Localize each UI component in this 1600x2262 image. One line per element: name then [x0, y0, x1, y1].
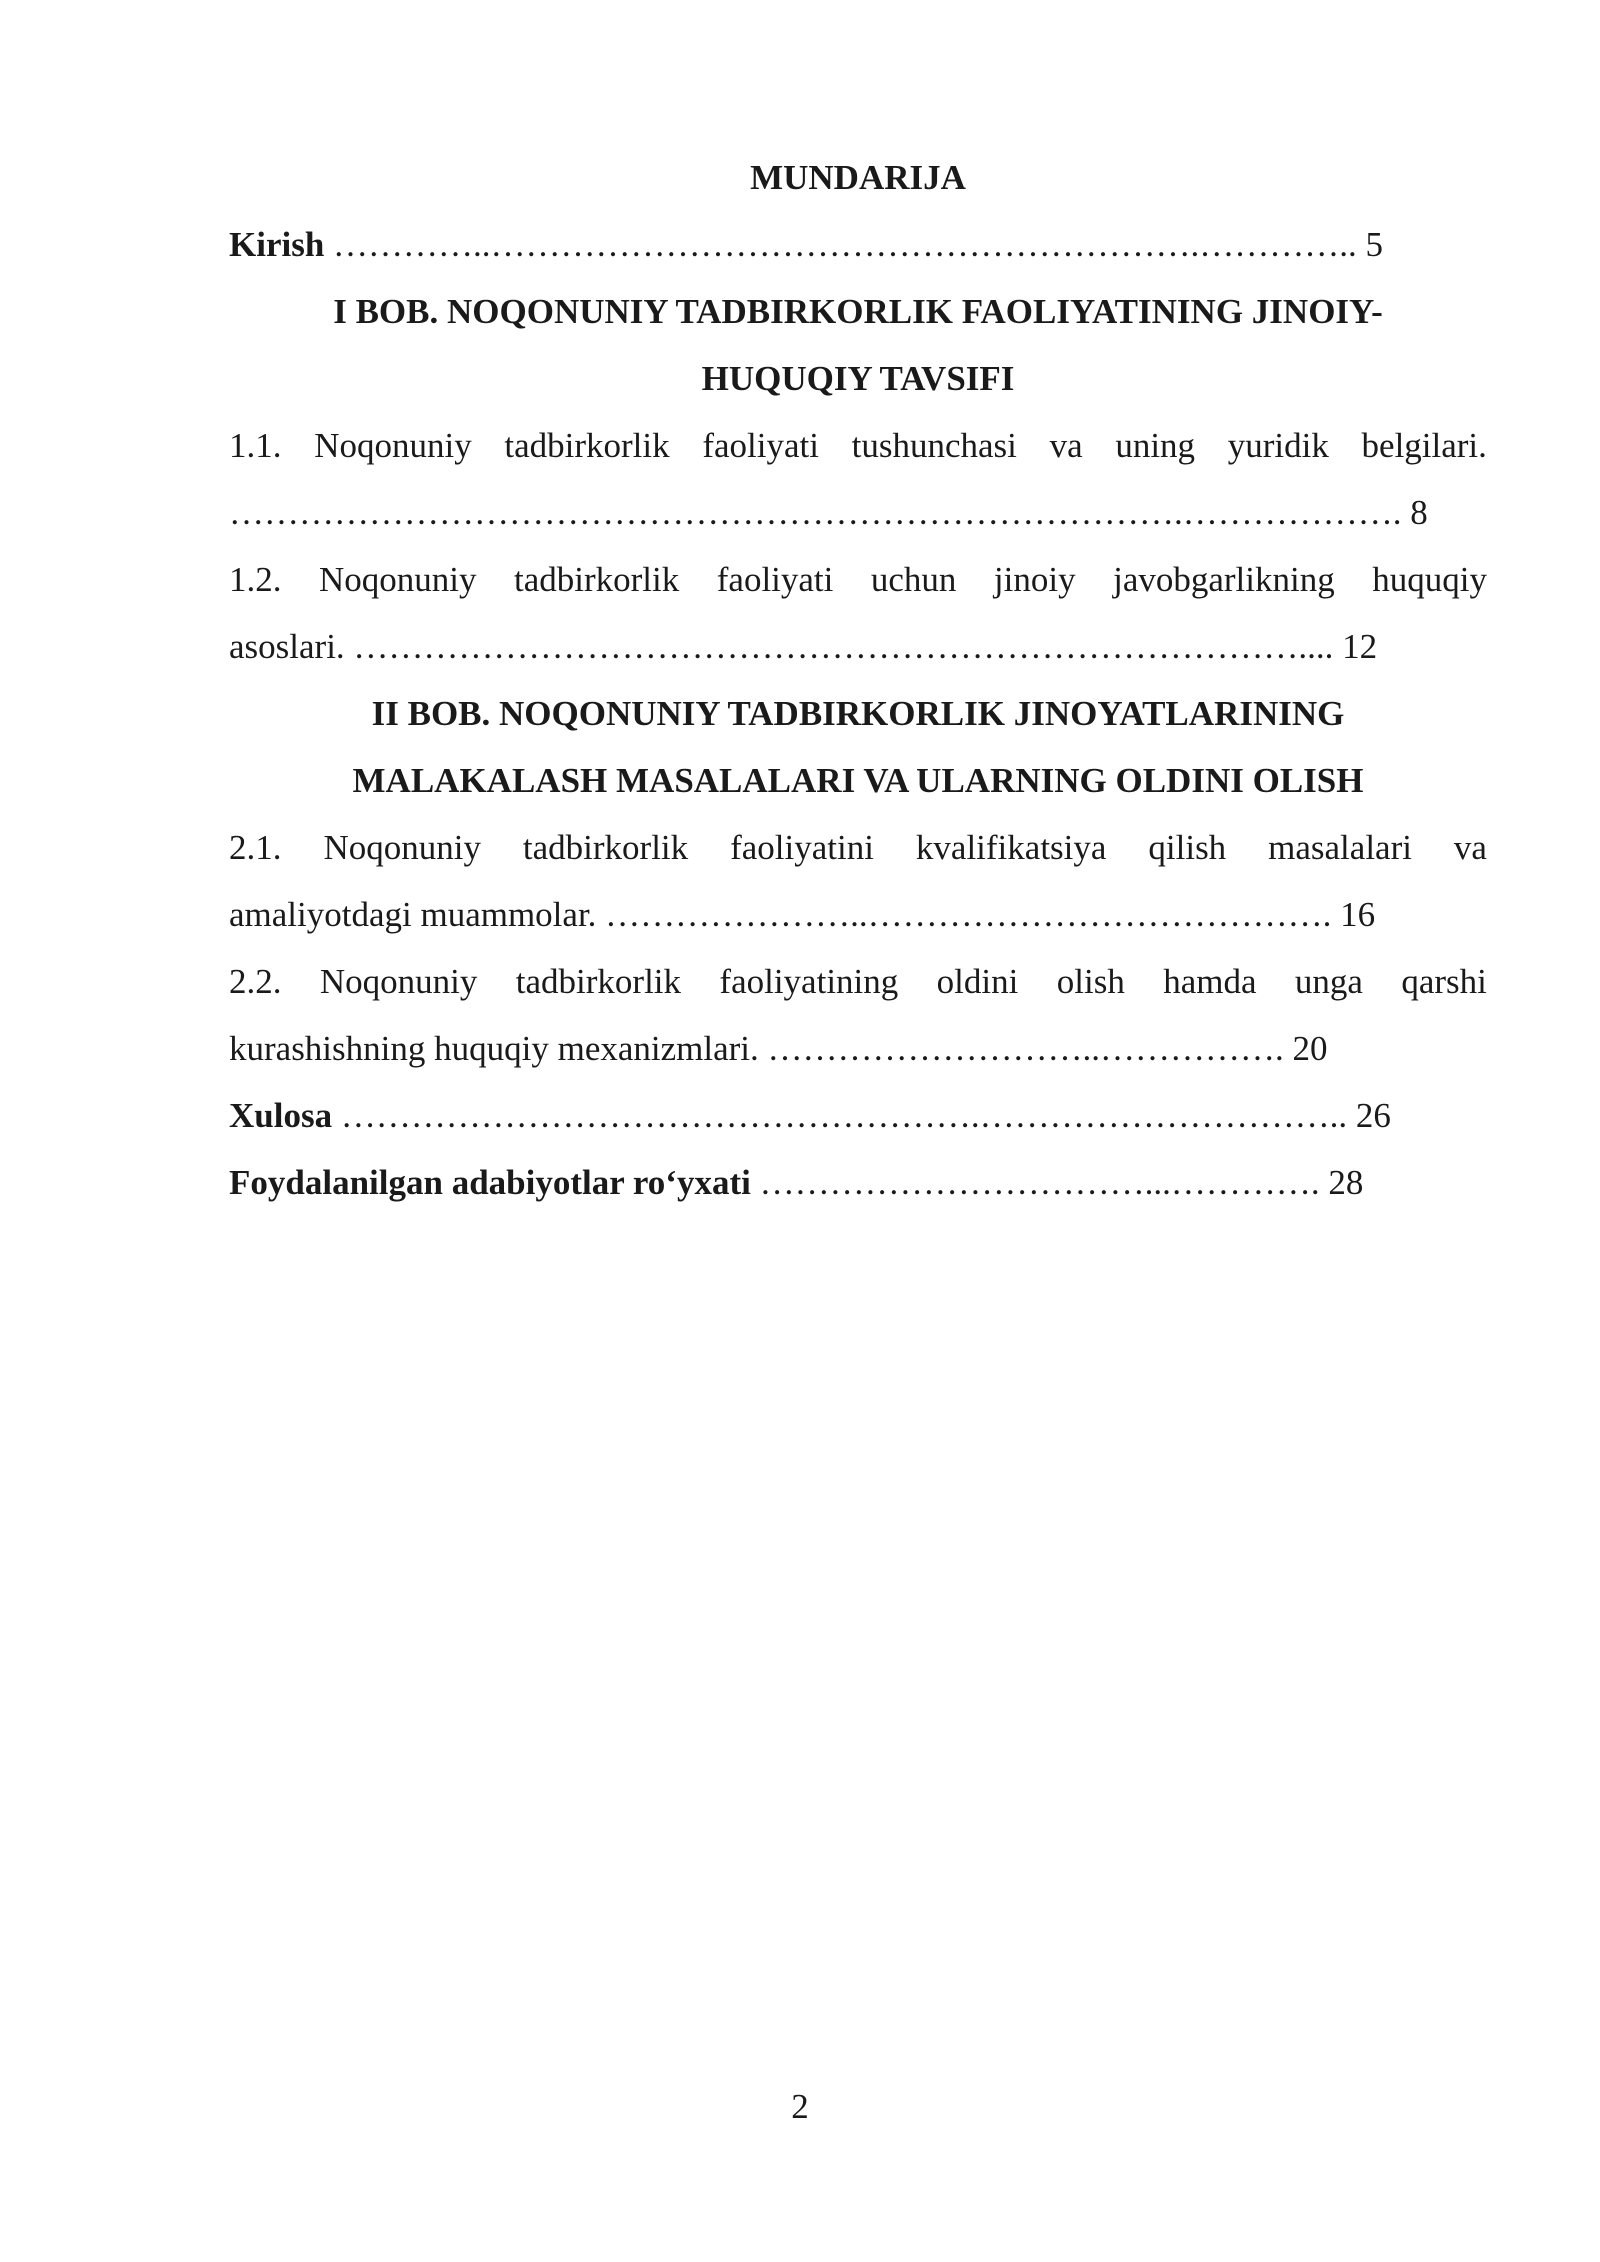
toc-entry-tail: amaliyotdagi muammolar. — [229, 895, 597, 934]
toc-word: unga — [1294, 962, 1363, 1001]
toc-entry-page: 26 — [1355, 1096, 1391, 1135]
toc-word: faoliyati — [702, 426, 819, 465]
toc-word: tadbirkorlik — [515, 962, 682, 1001]
toc-entry-section-1-1[interactable] — [229, 412, 1487, 546]
toc-entry-leader: ……………………………………………………………………….………………. — [229, 493, 1402, 532]
toc-entry-page: 20 — [1292, 1029, 1328, 1068]
toc-entry-label: Xulosa — [229, 1096, 333, 1135]
toc-entry-title-line — [229, 546, 1487, 613]
toc-word: olish — [1056, 962, 1125, 1001]
toc-word: va — [1049, 426, 1083, 465]
toc-entry-tail-line — [229, 1015, 1487, 1082]
toc-entry-section-1-2[interactable] — [229, 546, 1487, 680]
toc-entry-page: 28 — [1328, 1163, 1364, 1202]
toc-entry-page: 12 — [1342, 627, 1378, 666]
toc-entry-label: Foydalanilgan adabiyotlar ro‘yxati — [229, 1163, 751, 1202]
toc-word: huquqiy — [1372, 560, 1487, 599]
toc-word: tadbirkorlik — [514, 560, 680, 599]
toc-word: va — [1453, 828, 1487, 867]
toc-entry-conclusion[interactable] — [229, 1082, 1487, 1149]
toc-word: hamda — [1163, 962, 1257, 1001]
toc-word: qilish — [1148, 828, 1227, 867]
toc-entry-leader: …………………..…………………………………. — [605, 895, 1332, 934]
chapter-2-heading-line-2: MALAKALASH MASALALARI VA ULARNING OLDINI OLISH — [352, 761, 1364, 800]
toc-word: jinoiy — [993, 560, 1076, 599]
toc-word: 1.2. — [229, 560, 282, 599]
toc-word: masalalari — [1268, 828, 1412, 867]
toc-word: 2.2. — [229, 962, 282, 1001]
toc-word: uning — [1115, 426, 1196, 465]
toc-entry-intro[interactable] — [229, 211, 1487, 278]
toc-entry-tail-line — [229, 613, 1487, 680]
chapter-1-heading[interactable] — [229, 278, 1487, 412]
toc-word: tadbirkorlik — [522, 828, 689, 867]
toc-word: yuridik — [1227, 426, 1329, 465]
toc-word: 2.1. — [229, 828, 282, 867]
toc-word: tadbirkorlik — [504, 426, 670, 465]
toc-entry-tail: kurashishning huquqiy mexanizmlari. — [229, 1029, 759, 1068]
toc-entry-title-line — [229, 814, 1487, 881]
toc-word: belgilari. — [1361, 426, 1487, 465]
chapter-1-heading-line-2: HUQUQIY TAVSIFI — [701, 359, 1015, 398]
toc-entry-tail-line — [229, 881, 1487, 948]
toc-entry-title-line — [229, 948, 1487, 1015]
chapter-1-heading-line-1: I BOB. NOQONUNIY TADBIRKORLIK FAOLIYATINING JINOIY- — [333, 292, 1383, 331]
toc-word: Noqonuniy — [319, 560, 477, 599]
toc-entry-leader: …………..…………………………………………………….………….. — [333, 225, 1357, 264]
toc-entry-leader: ……………………………………………………………………….... — [353, 627, 1334, 666]
toc-entry-tail: asoslari. — [229, 627, 345, 666]
toc-entry-label: Kirish — [229, 225, 325, 264]
toc-word: faoliyatining — [719, 962, 899, 1001]
toc-entry-title-line — [229, 412, 1487, 479]
toc-word: faoliyatini — [730, 828, 874, 867]
toc-word: Noqonuniy — [323, 828, 481, 867]
toc-entry-page: 16 — [1340, 895, 1376, 934]
toc-word: javobgarlikning — [1113, 560, 1335, 599]
table-of-contents — [229, 144, 1487, 1216]
toc-word: Noqonuniy — [319, 962, 478, 1001]
toc-entry-leader: ………………………..……………. — [767, 1029, 1284, 1068]
toc-title: MUNDARIJA — [750, 158, 966, 197]
toc-word: Noqonuniy — [314, 426, 472, 465]
toc-word: oldini — [936, 962, 1019, 1001]
toc-entry-references[interactable] — [229, 1149, 1487, 1216]
toc-word: kvalifikatsiya — [915, 828, 1107, 867]
toc-word: qarshi — [1401, 962, 1487, 1001]
toc-word: faoliyati — [716, 560, 834, 599]
toc-entry-page: 8 — [1410, 493, 1428, 532]
toc-entry-section-2-1[interactable] — [229, 814, 1487, 948]
page-number: 2 — [791, 2087, 809, 2126]
toc-word: tushunchasi — [851, 426, 1017, 465]
toc-entry-page: 5 — [1365, 225, 1384, 264]
toc-entry-leader-line — [229, 479, 1487, 546]
toc-entry-section-2-2[interactable] — [229, 948, 1487, 1082]
chapter-2-heading-line-1: II BOB. NOQONUNIY TADBIRKORLIK JINOYATLARINING — [371, 694, 1345, 733]
toc-entry-leader: ……………………………...…………. — [759, 1163, 1320, 1202]
toc-entry-leader: ……………………………………………….………………………….. — [340, 1096, 1348, 1135]
toc-word: 1.1. — [229, 426, 282, 465]
toc-word: uchun — [870, 560, 957, 599]
chapter-2-heading[interactable] — [229, 680, 1487, 814]
